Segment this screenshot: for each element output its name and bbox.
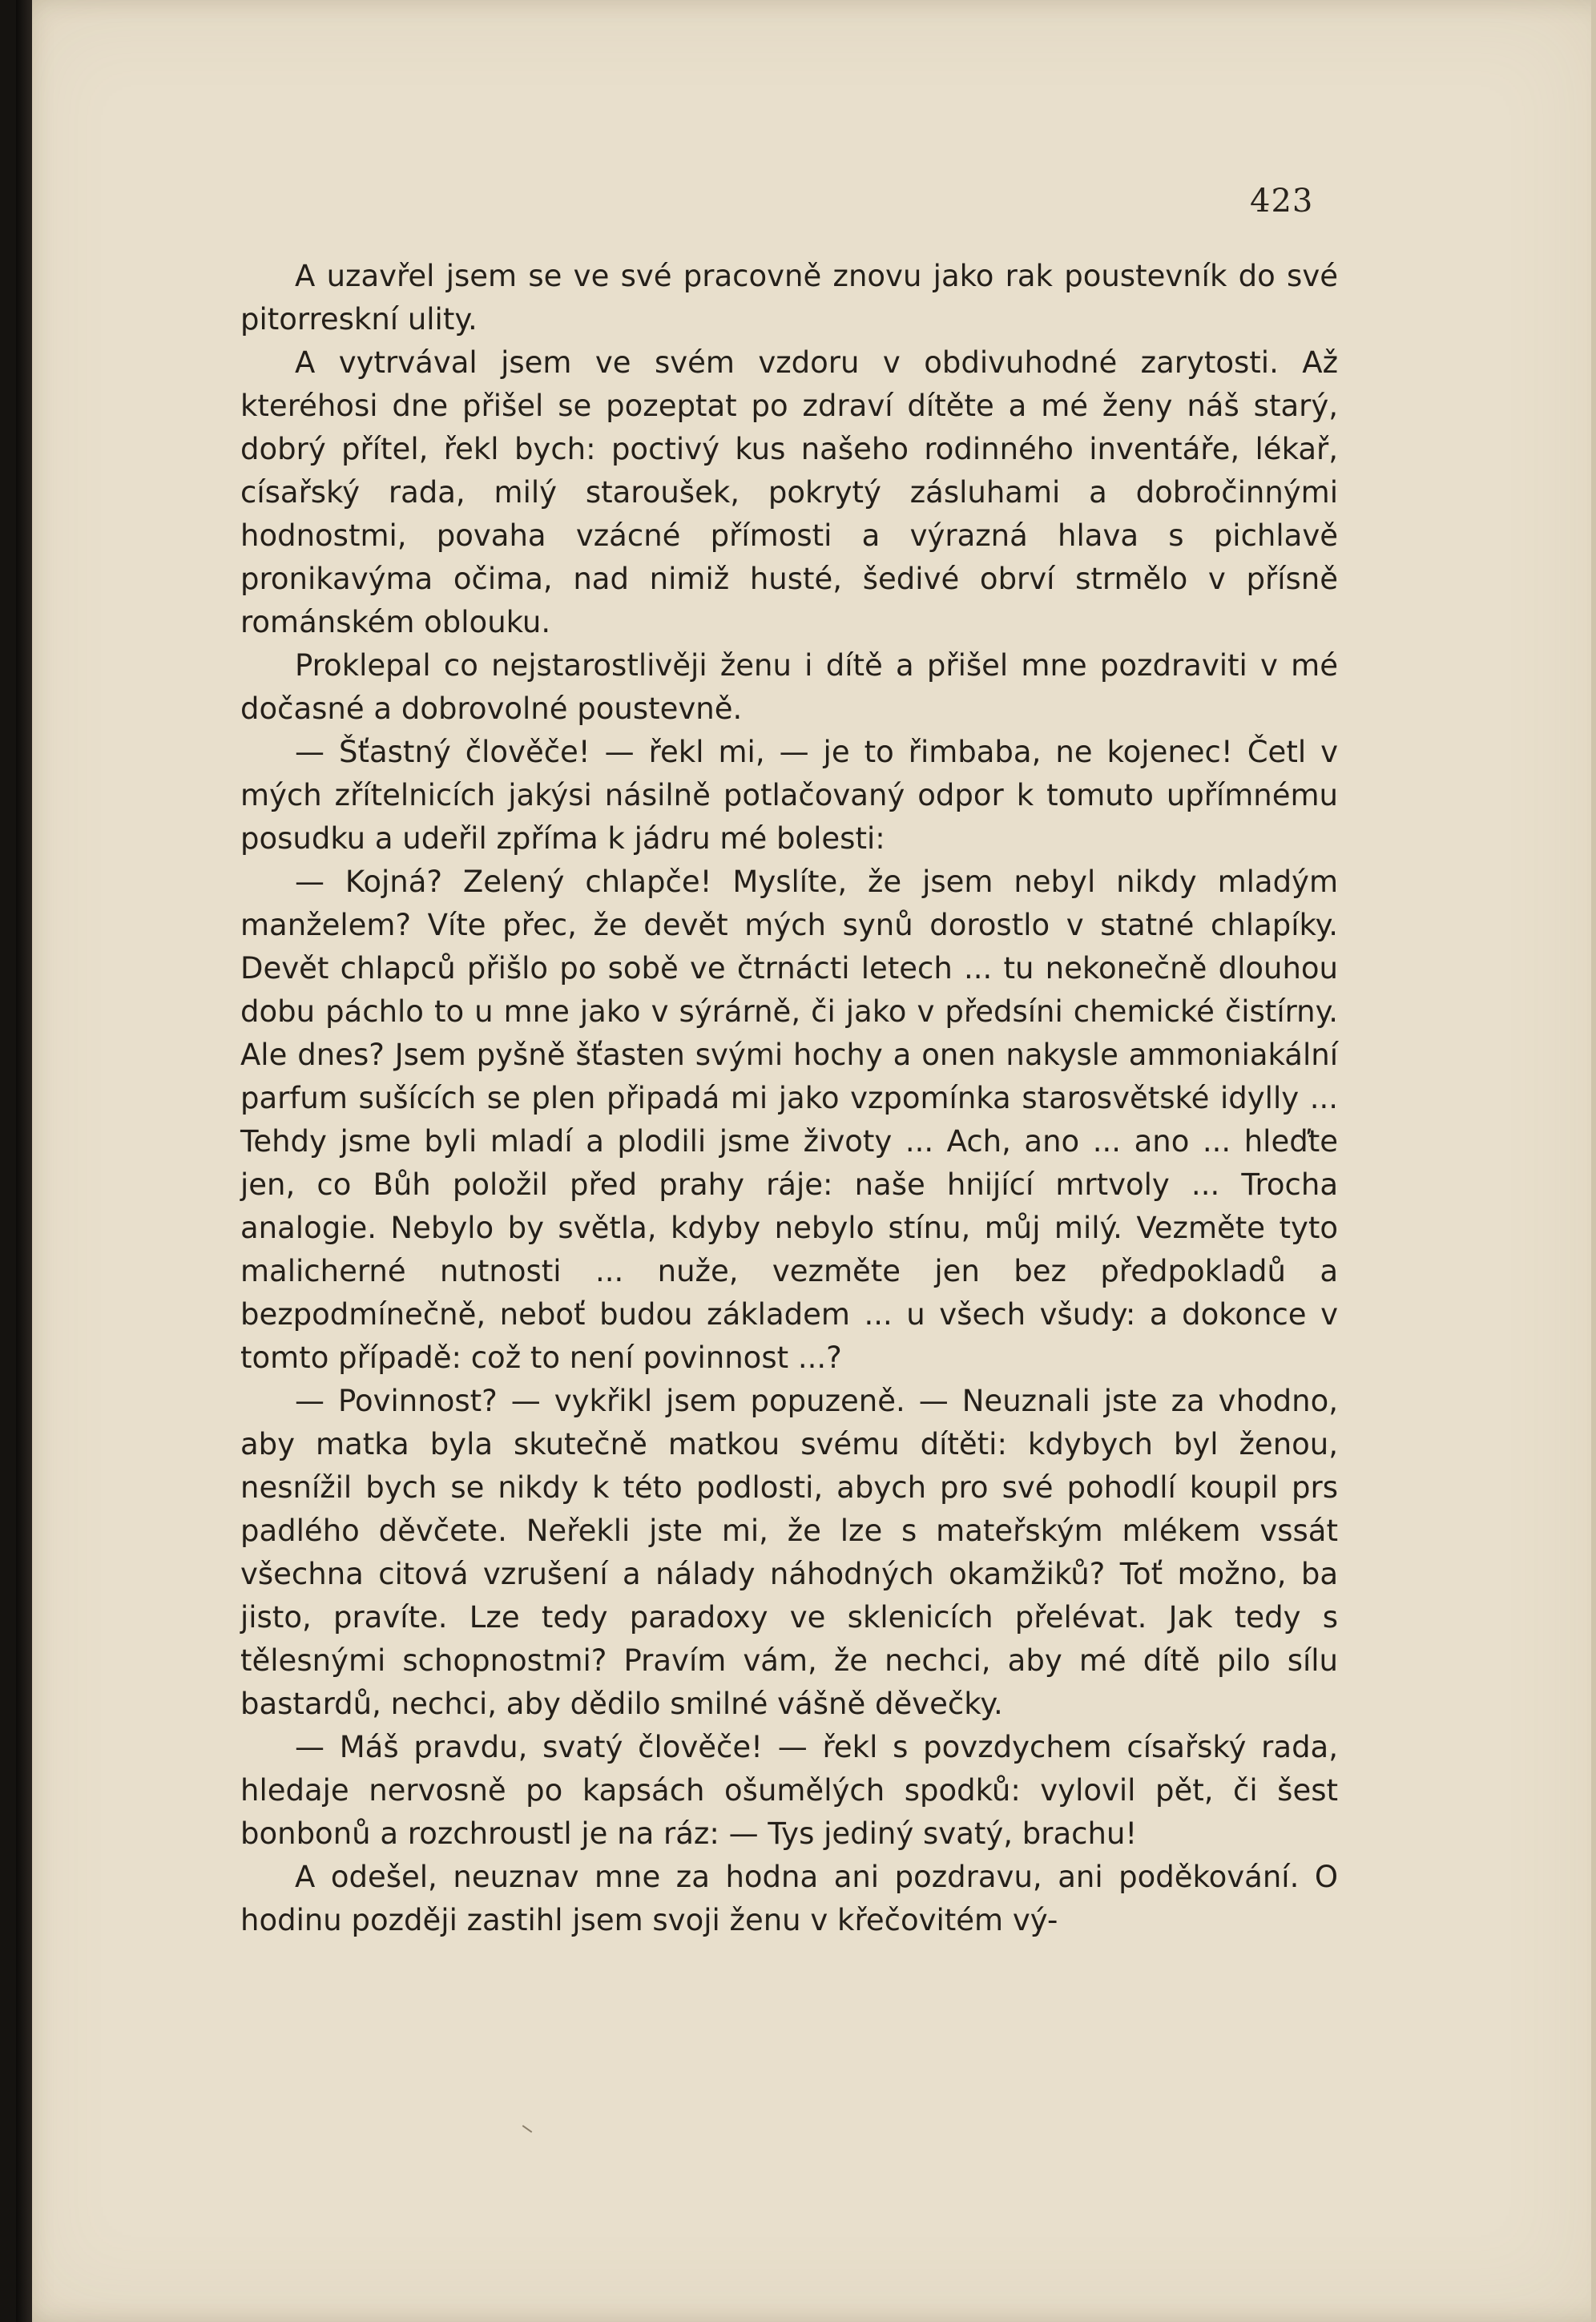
paragraph: A vytrvával jsem ve svém vzdoru v obdivuhodné zarytosti. Až kteréhosi dne přišel se pozeptat po zdraví dítěte a mé ženy náš starý, dobrý přítel, řekl bych: poctivý kus našeho rodinného inventáře, lékař, císařský rada, milý staroušek, pokrytý zásluhami a dobročinnými hodnostmi, povaha vzácné přímosti a výrazná hlava s pichlavě pronikavýma očima, nad nimiž husté, šedivé obrví strmělo v přísně románském oblouku. (240, 345, 1338, 639)
page-right-edge (1591, 0, 1596, 2322)
paper-speck (522, 2125, 533, 2133)
paragraph: Proklepal co nejstarostlivěji ženu i dítě a přišel mne pozdraviti v mé dočasné a dobrovolné poustevně. (240, 648, 1338, 726)
body-text (240, 255, 1338, 1942)
paragraph: — Povinnost? — vykřikl jsem popuzeně. — Neuznali jste za vhodno, aby matka byla skutečně matkou svému dítěti: kdybych byl ženou, nesnížil bych se nikdy k této podlosti, abych pro své pohodlí koupil prs padlého děvčete. Neřekli jste mi, že lze s mateřským mlékem vssát všechna citová vzrušení a nálady náhodných okamžiků? Toť možno, ba jisto, pravíte. Lze tedy paradoxy ve sklenicích přelévat. Jak tedy s tělesnými schopnostmi? Pravím vám, že nechci, aby mé dítě pilo sílu bastardů, nechci, aby dědilo smilné vášně děvečky. (240, 1384, 1338, 1721)
page-number: 423 (1250, 183, 1314, 220)
page-binding-edge (16, 0, 32, 2322)
paragraph: — Máš pravdu, svatý člověče! — řekl s povzdychem císařský rada, hledaje nervosně po kapsách ošumělých spodků: vylovil pět, či šest bonbonů a rozchroustl je na ráz: — Tys jediný svatý, brachu! (240, 1730, 1338, 1851)
book-page (16, 0, 1596, 2322)
paragraph: A odešel, neuznav mne za hodna ani pozdravu, ani poděkování. O hodinu později zastihl jsem svoji ženu v křečovitém vý- (240, 1860, 1338, 1937)
paragraph: — Kojná? Zelený chlapče! Myslíte, že jsem nebyl nikdy mladým manželem? Víte přec, že devět mých synů dorostlo v statné chlapíky. Devět chlapců přišlo po sobě ve čtrnácti letech ... tu nekonečně dlouhou dobu páchlo to u mne jako v sýrárně, či jako v předsíni chemické čistírny. Ale dnes? Jsem pyšně šťasten svými hochy a onen nakysle ammoniakální parfum sušících se plen připadá mi jako vzpomínka starosvětské idylly ... Tehdy jsme byli mladí a plodili jsme životy ... Ach, ano ... ano ... hleďte jen, co Bůh položil před prahy ráje: naše hnijící mrtvoly ... Trocha analogie. Nebylo by světla, kdyby nebylo stínu, můj milý. Vezměte tyto malicherné nutnosti ... nuže, vezměte jen bez předpokladů a bezpodmínečně, neboť budou základem ... u všech všudy: a dokonce v tomto případě: což to není povinnost ...? (240, 865, 1338, 1375)
paragraph: — Šťastný člověče! — řekl mi, — je to řimbaba, ne kojenec! Četl v mých zřítelnicích jakýsi násilně potlačovaný odpor k tomuto upřímnému posudku a udeřil zpříma k jádru mé bolesti: (240, 735, 1338, 856)
paragraph: A uzavřel jsem se ve své pracovně znovu jako rak poustevník do své pitorreskní ulity. (240, 259, 1338, 337)
